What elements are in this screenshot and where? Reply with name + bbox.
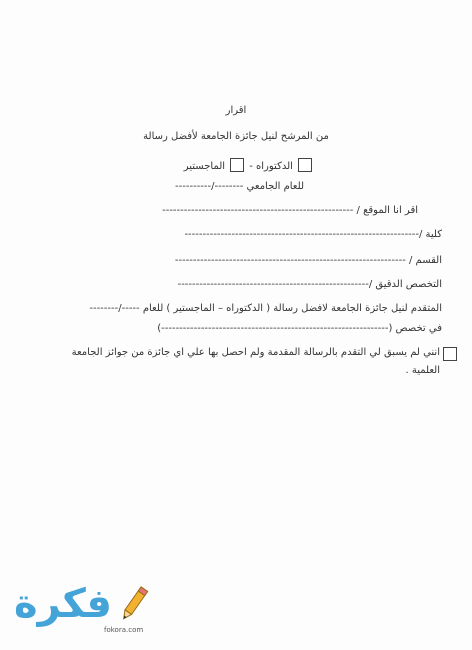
pledge-line-1: انني لم يسبق لي التقدم بالرسالة المقدمة ولم احصل بها علي اي جائزة من جوائز الجامعة [71, 347, 440, 358]
academic-year-line: للعام الجامعي --------/---------- [175, 181, 304, 192]
pledge-line-2: العلمية . [405, 365, 440, 376]
specialization-line: التخصص الدقيق /----------------------------------------------------- [177, 279, 442, 290]
declarant-line: اقر انا الموقع / ----------------------------------------------------- [162, 205, 418, 216]
pencil-icon [116, 584, 152, 624]
department-line: القسم / ---------------------------------------------------------------- [174, 255, 442, 266]
masters-checkbox[interactable] [230, 158, 244, 172]
document-subtitle: من المرشح لنيل جائزة الجامعة لأفضل رسالة [143, 131, 329, 142]
faculty-line: كلية /----------------------------------------------------------------- [184, 229, 442, 240]
doctorate-checkbox[interactable] [298, 158, 312, 172]
field-line: في تخصص (---------------------------------------------------------------) [157, 323, 442, 334]
brand-logo-text: فكرة [14, 581, 112, 627]
masters-label: الماجستير [183, 161, 226, 172]
brand-logo [6, 582, 152, 638]
applicant-line: المتقدم لنيل جائزة الجامعة لافضل رسالة ( الدكتوراه – الماجستير ) للعام -----/-------- [89, 303, 442, 314]
document-title: اقرار [225, 105, 247, 116]
degree-options-row [182, 154, 312, 170]
doctorate-label: الدكتوراه - [249, 161, 293, 172]
brand-domain: fokora.com [104, 626, 144, 634]
pledge-checkbox[interactable] [443, 347, 457, 361]
